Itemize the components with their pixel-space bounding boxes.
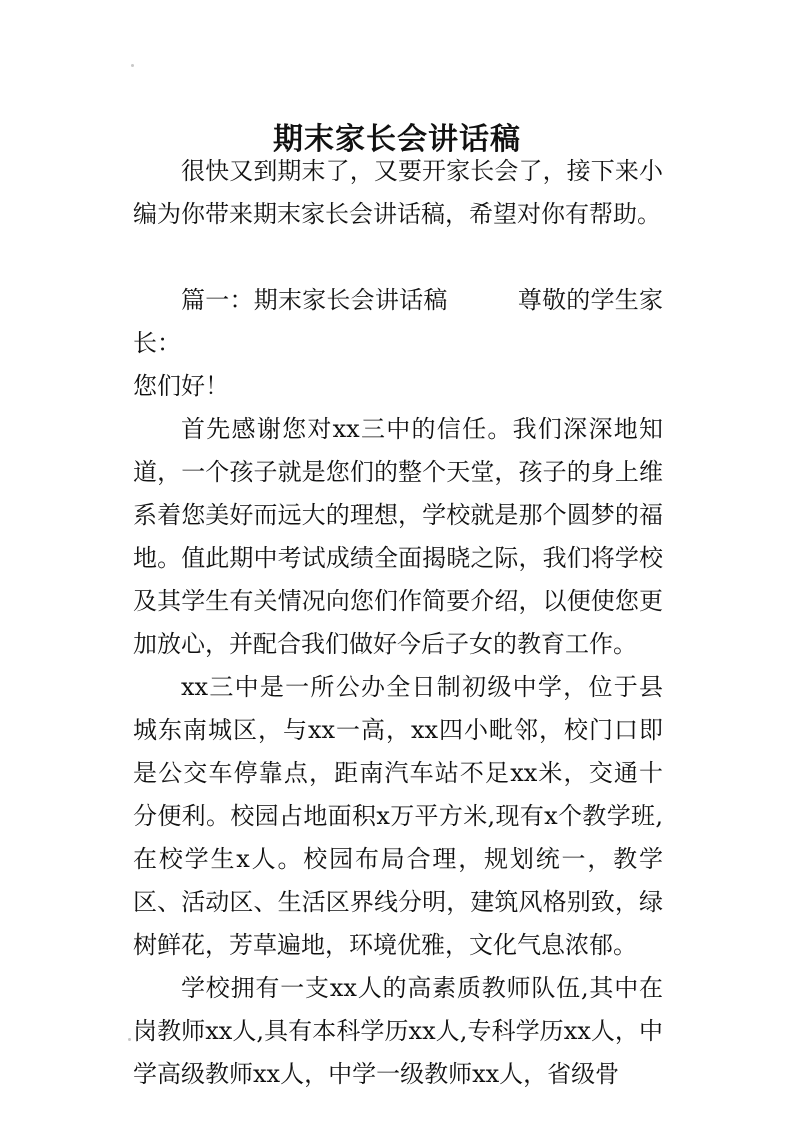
scan-speck [131,64,134,67]
body-paragraph: 首先感谢您对xx三中的信任。我们深深地知道，一个孩子就是您们的整个天堂，孩子的身上维系着您美好而远大的理想，学校就是那个圆梦的福地。值此期中考试成绩全面揭晓之际，我们将学校及其学生有关情况向您们作简要介绍，以便使您更加放心，并配合我们做好今后子女的教育工作。 [133,415,663,658]
section-heading: 篇一：期末家长会讲话稿 [181,286,448,314]
section-heading-line [133,279,663,365]
body-paragraph: 学校拥有一支xx人的高素质教师队伍,其中在岗教师xx人,具有本科学历xx人,专科学历xx人，中学高级教师xx人，中学一级教师xx人，省级骨 [133,974,663,1088]
document-body [133,150,663,1096]
body-paragraph: xx三中是一所公办全日制初级中学，位于县城东南城区，与xx一高，xx四小毗邻，校门口即是公交车停靠点，距南汽车站不足xx米，交通十分便利。校园占地面积x万平方米,现有x个教学班,在校学生x人。校园布局合理，规划统一，教学区、活动区、生活区界线分明，建筑风格别致，绿树鲜花，芳草遍地，环境优雅，文化气息浓郁。 [133,673,663,959]
intro-paragraph: 很快又到期末了，又要开家长会了，接下来小编为你带来期末家长会讲话稿，希望对你有帮助。 [133,157,663,228]
salutation: 尊敬的学生家长： [133,286,664,357]
greeting: 您们好！ [133,372,229,400]
document-title: 期末家长会讲话稿 [273,122,521,158]
scan-speck [128,1038,131,1041]
blank-line [133,236,663,279]
